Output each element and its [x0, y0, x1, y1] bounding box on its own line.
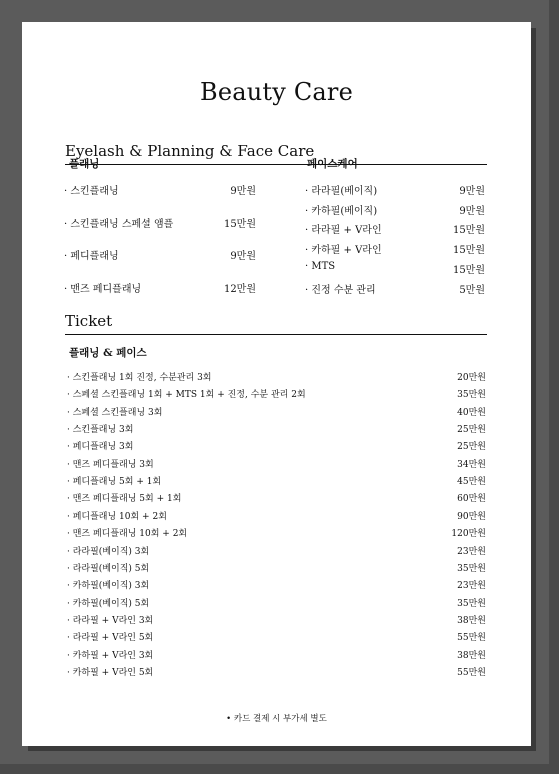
item-price: 15만원 [452, 264, 485, 276]
item-price: 55만원 [457, 667, 486, 678]
item-price: 60만원 [457, 494, 486, 505]
item-name: · 카하필(베이직) 5회 [67, 598, 150, 609]
ticket-subheading: 플래닝 & 페이스 [69, 347, 147, 359]
item-name: · 맨즈 페디플래닝 5회 + 1회 [67, 494, 182, 505]
page-shadow [531, 28, 536, 751]
price-row [305, 241, 485, 256]
item-name: · 라라필 + V라인 3회 [67, 615, 154, 626]
price-row [67, 509, 486, 522]
price-row [67, 630, 486, 643]
price-row [64, 280, 256, 295]
document-page [22, 22, 531, 746]
item-price: 38만원 [457, 615, 486, 626]
price-row [67, 544, 486, 557]
price-row [67, 370, 486, 383]
section-heading-ticket: Ticket [65, 312, 487, 335]
item-name: · 페디플래닝 3회 [67, 442, 134, 453]
section-heading-eyelash: Eyelash & Planning & Face Care [65, 142, 487, 165]
item-name: · 맨즈 페디플래닝 10회 + 2회 [67, 529, 188, 540]
item-price: 20만원 [457, 373, 486, 383]
price-row [305, 261, 485, 276]
price-row [67, 422, 486, 435]
facecare-heading: 페이스케어 [307, 158, 358, 170]
item-name: · 스킨플래닝 3회 [67, 425, 134, 436]
viewer-background-right [549, 0, 559, 774]
item-price: 15만원 [452, 225, 485, 237]
item-price: 120만원 [451, 529, 486, 540]
price-row [67, 596, 486, 609]
price-row [67, 648, 486, 661]
item-price: 35만원 [457, 563, 486, 574]
price-row [67, 526, 486, 539]
item-name: · 스킨플래닝 [64, 186, 119, 197]
price-row [64, 215, 256, 230]
price-row [305, 182, 485, 197]
item-name: · 페디플래닝 10회 + 2회 [67, 511, 167, 522]
item-price: 34만원 [457, 459, 486, 470]
item-name: · 페디플래닝 [64, 251, 119, 262]
price-row [67, 578, 486, 591]
price-row [305, 281, 485, 296]
item-name: · 진정 수분 관리 [305, 284, 376, 296]
item-price: 9만원 [459, 205, 485, 217]
page-title: Beauty Care [200, 78, 353, 106]
item-name: · 스킨플래닝 1회 진정, 수분관리 3회 [67, 373, 212, 383]
item-price: 25만원 [457, 425, 486, 436]
item-name: · 카하필(베이직) 3회 [67, 581, 150, 592]
item-name: · MTS [305, 260, 336, 272]
payment-note: • 카드 결제 시 부가세 별도 [226, 714, 327, 724]
item-name: · 맨즈 페디플래닝 [64, 283, 142, 295]
item-price: 45만원 [457, 477, 486, 488]
item-name: · 맨즈 페디플래닝 3회 [67, 459, 154, 470]
item-price: 35만원 [457, 390, 486, 401]
item-price: 15만원 [452, 245, 485, 257]
item-price: 9만원 [230, 186, 256, 197]
page-shadow [28, 746, 536, 751]
price-row [67, 474, 486, 487]
price-row [67, 457, 486, 470]
item-price: 15만원 [223, 218, 256, 230]
item-price: 9만원 [230, 251, 256, 262]
item-price: 12만원 [223, 283, 256, 295]
item-name: · 카하필 + V라인 3회 [67, 650, 154, 661]
item-name: · 카하필 + V라인 5회 [67, 667, 154, 678]
price-row [67, 491, 486, 504]
price-row [67, 665, 486, 678]
price-row [64, 247, 256, 262]
price-row [64, 182, 256, 197]
item-price: 9만원 [459, 186, 485, 197]
item-name: · 페디플래닝 5회 + 1회 [67, 477, 162, 488]
item-name: · 스페셜 스킨플래닝 3회 [67, 407, 163, 418]
item-name: · 라라필(베이직) [305, 186, 378, 197]
item-price: 90만원 [457, 511, 486, 522]
item-name: · 스킨플래닝 스페셜 앰플 [64, 218, 174, 230]
item-name: · 스페셜 스킨플래닝 1회 + MTS 1회 + 진정, 수분 관리 2회 [67, 390, 306, 401]
item-name: · 라라필(베이직) 3회 [67, 546, 150, 557]
price-row [67, 561, 486, 574]
item-name: · 라라필 + V라인 [305, 225, 382, 237]
item-name: · 카하필 + V라인 [305, 245, 382, 257]
item-name: · 카하필(베이직) [305, 205, 378, 217]
price-row [67, 387, 486, 400]
item-price: 35만원 [457, 598, 486, 609]
item-name: · 라라필(베이직) 5회 [67, 563, 150, 574]
item-price: 55만원 [457, 633, 486, 644]
planning-heading: 플래닝 [69, 158, 100, 170]
item-price: 23만원 [457, 546, 486, 557]
item-price: 5만원 [459, 284, 485, 296]
item-price: 38만원 [457, 650, 486, 661]
price-row [305, 202, 485, 217]
viewer-background-bottom [0, 764, 559, 774]
price-row [67, 613, 486, 626]
price-row [305, 221, 485, 236]
price-row [67, 439, 486, 452]
item-price: 23만원 [457, 581, 486, 592]
item-price: 25만원 [457, 442, 486, 453]
item-price: 40만원 [457, 407, 486, 418]
price-row [67, 405, 486, 418]
item-name: · 라라필 + V라인 5회 [67, 633, 154, 644]
